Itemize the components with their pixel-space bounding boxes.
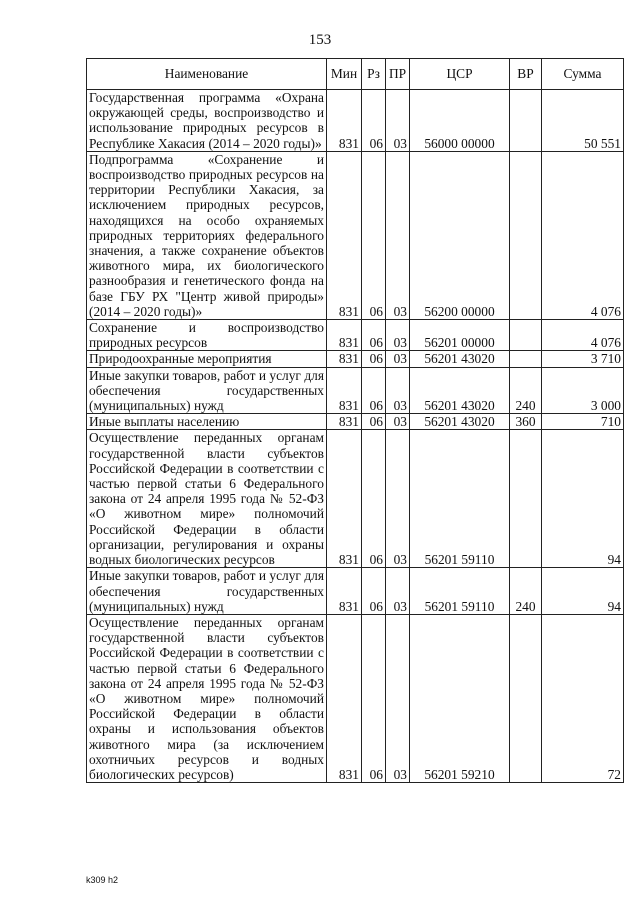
- row-rz: 06: [362, 568, 386, 615]
- table-row: [87, 568, 624, 615]
- row-vr: [510, 90, 542, 152]
- row-name: Осуществление переданных органам государственной власти субъектов Российской Федерации в соответствии с частью первой статьи 6 Федерального закона от 24 апреля 1995 года № 52-ФЗ «О животном мире» полномочий Российской Федерации в области организации, регулирования и охраны водных биологических ресурсов: [87, 430, 327, 568]
- table-row: [87, 367, 624, 414]
- row-pr: 03: [386, 351, 410, 367]
- row-rz: 06: [362, 367, 386, 414]
- row-name: Осуществление переданных органам государственной власти субъектов Российской Федерации в соответствии с частью первой статьи 6 Федерального закона от 24 апреля 1995 года № 52-ФЗ «О животном мире» полномочий Российской Федерации в области охраны и использования объектов животного мира (за исключением охотничьих ресурсов и водных биологических ресурсов): [87, 614, 327, 782]
- header-pr: ПР: [386, 59, 410, 90]
- row-rz: 06: [362, 320, 386, 351]
- table-row: [87, 320, 624, 351]
- row-sum: 94: [542, 568, 624, 615]
- row-pr: 03: [386, 367, 410, 414]
- row-rz: 06: [362, 151, 386, 319]
- row-pr: 03: [386, 568, 410, 615]
- row-pr: 03: [386, 430, 410, 568]
- row-name: Природоохранные мероприятия: [87, 351, 327, 367]
- row-min: 831: [327, 430, 362, 568]
- row-name: Иные закупки товаров, работ и услуг для обеспечения государственных (муниципальных) нужд: [87, 568, 327, 615]
- row-min: 831: [327, 320, 362, 351]
- header-min: Мин: [327, 59, 362, 90]
- row-sum: 50 551: [542, 90, 624, 152]
- row-pr: 03: [386, 90, 410, 152]
- row-vr: [510, 614, 542, 782]
- row-sum: 72: [542, 614, 624, 782]
- row-pr: 03: [386, 320, 410, 351]
- row-pr: 03: [386, 614, 410, 782]
- row-csr: 56201 43020: [410, 351, 510, 367]
- row-sum: 710: [542, 414, 624, 430]
- table-row: [87, 90, 624, 152]
- table-row: [87, 430, 624, 568]
- row-sum: 3 000: [542, 367, 624, 414]
- footer-code: k309 h2: [86, 875, 119, 885]
- page-number: 153: [308, 32, 332, 48]
- row-csr: 56201 59210: [410, 614, 510, 782]
- header-rz: Рз: [362, 59, 386, 90]
- row-min: 831: [327, 151, 362, 319]
- row-rz: 06: [362, 90, 386, 152]
- budget-table: [86, 58, 624, 783]
- row-csr: 56201 59110: [410, 568, 510, 615]
- row-name: Иные выплаты населению: [87, 414, 327, 430]
- row-vr: 360: [510, 414, 542, 430]
- row-min: 831: [327, 367, 362, 414]
- row-min: 831: [327, 90, 362, 152]
- row-vr: [510, 151, 542, 319]
- row-name: Иные закупки товаров, работ и услуг для обеспечения государственных (муниципальных) нужд: [87, 367, 327, 414]
- row-rz: 06: [362, 614, 386, 782]
- header-sum: Сумма: [542, 59, 624, 90]
- row-name: Подпрограмма «Сохранение и воспроизводство природных ресурсов на территории Республики Хакасия, за исключением природных ресурсов, находящихся на особо охраняемых природных территориях федерального значения, а также сохранение объектов животного мира, их биологического разнообразия и генетического фонда на базе ГБУ РХ "Центр живой природы» (2014 – 2020 годы)»: [87, 151, 327, 319]
- header-csr: ЦСР: [410, 59, 510, 90]
- row-name: Сохранение и воспроизводство природных ресурсов: [87, 320, 327, 351]
- row-sum: 4 076: [542, 320, 624, 351]
- header-vr: ВР: [510, 59, 542, 90]
- row-csr: 56201 43020: [410, 367, 510, 414]
- table-row: [87, 414, 624, 430]
- row-rz: 06: [362, 351, 386, 367]
- row-name: Государственная программа «Охрана окружающей среды, воспроизводство и использование природных ресурсов в Республике Хакасия (2014 – 2020 годы)»: [87, 90, 327, 152]
- row-rz: 06: [362, 430, 386, 568]
- row-pr: 03: [386, 151, 410, 319]
- row-sum: 3 710: [542, 351, 624, 367]
- row-vr: [510, 320, 542, 351]
- row-vr: [510, 351, 542, 367]
- row-min: 831: [327, 568, 362, 615]
- row-csr: 56200 00000: [410, 151, 510, 319]
- table-row: [87, 614, 624, 782]
- header-row: [87, 59, 624, 90]
- header-name: Наименование: [87, 59, 327, 90]
- row-csr: 56201 59110: [410, 430, 510, 568]
- row-vr: 240: [510, 568, 542, 615]
- row-min: 831: [327, 614, 362, 782]
- row-sum: 4 076: [542, 151, 624, 319]
- row-vr: [510, 430, 542, 568]
- row-csr: 56000 00000: [410, 90, 510, 152]
- row-vr: 240: [510, 367, 542, 414]
- row-csr: 56201 00000: [410, 320, 510, 351]
- table-row: [87, 351, 624, 367]
- row-pr: 03: [386, 414, 410, 430]
- table-row: [87, 151, 624, 319]
- row-rz: 06: [362, 414, 386, 430]
- row-min: 831: [327, 414, 362, 430]
- row-min: 831: [327, 351, 362, 367]
- row-csr: 56201 43020: [410, 414, 510, 430]
- row-sum: 94: [542, 430, 624, 568]
